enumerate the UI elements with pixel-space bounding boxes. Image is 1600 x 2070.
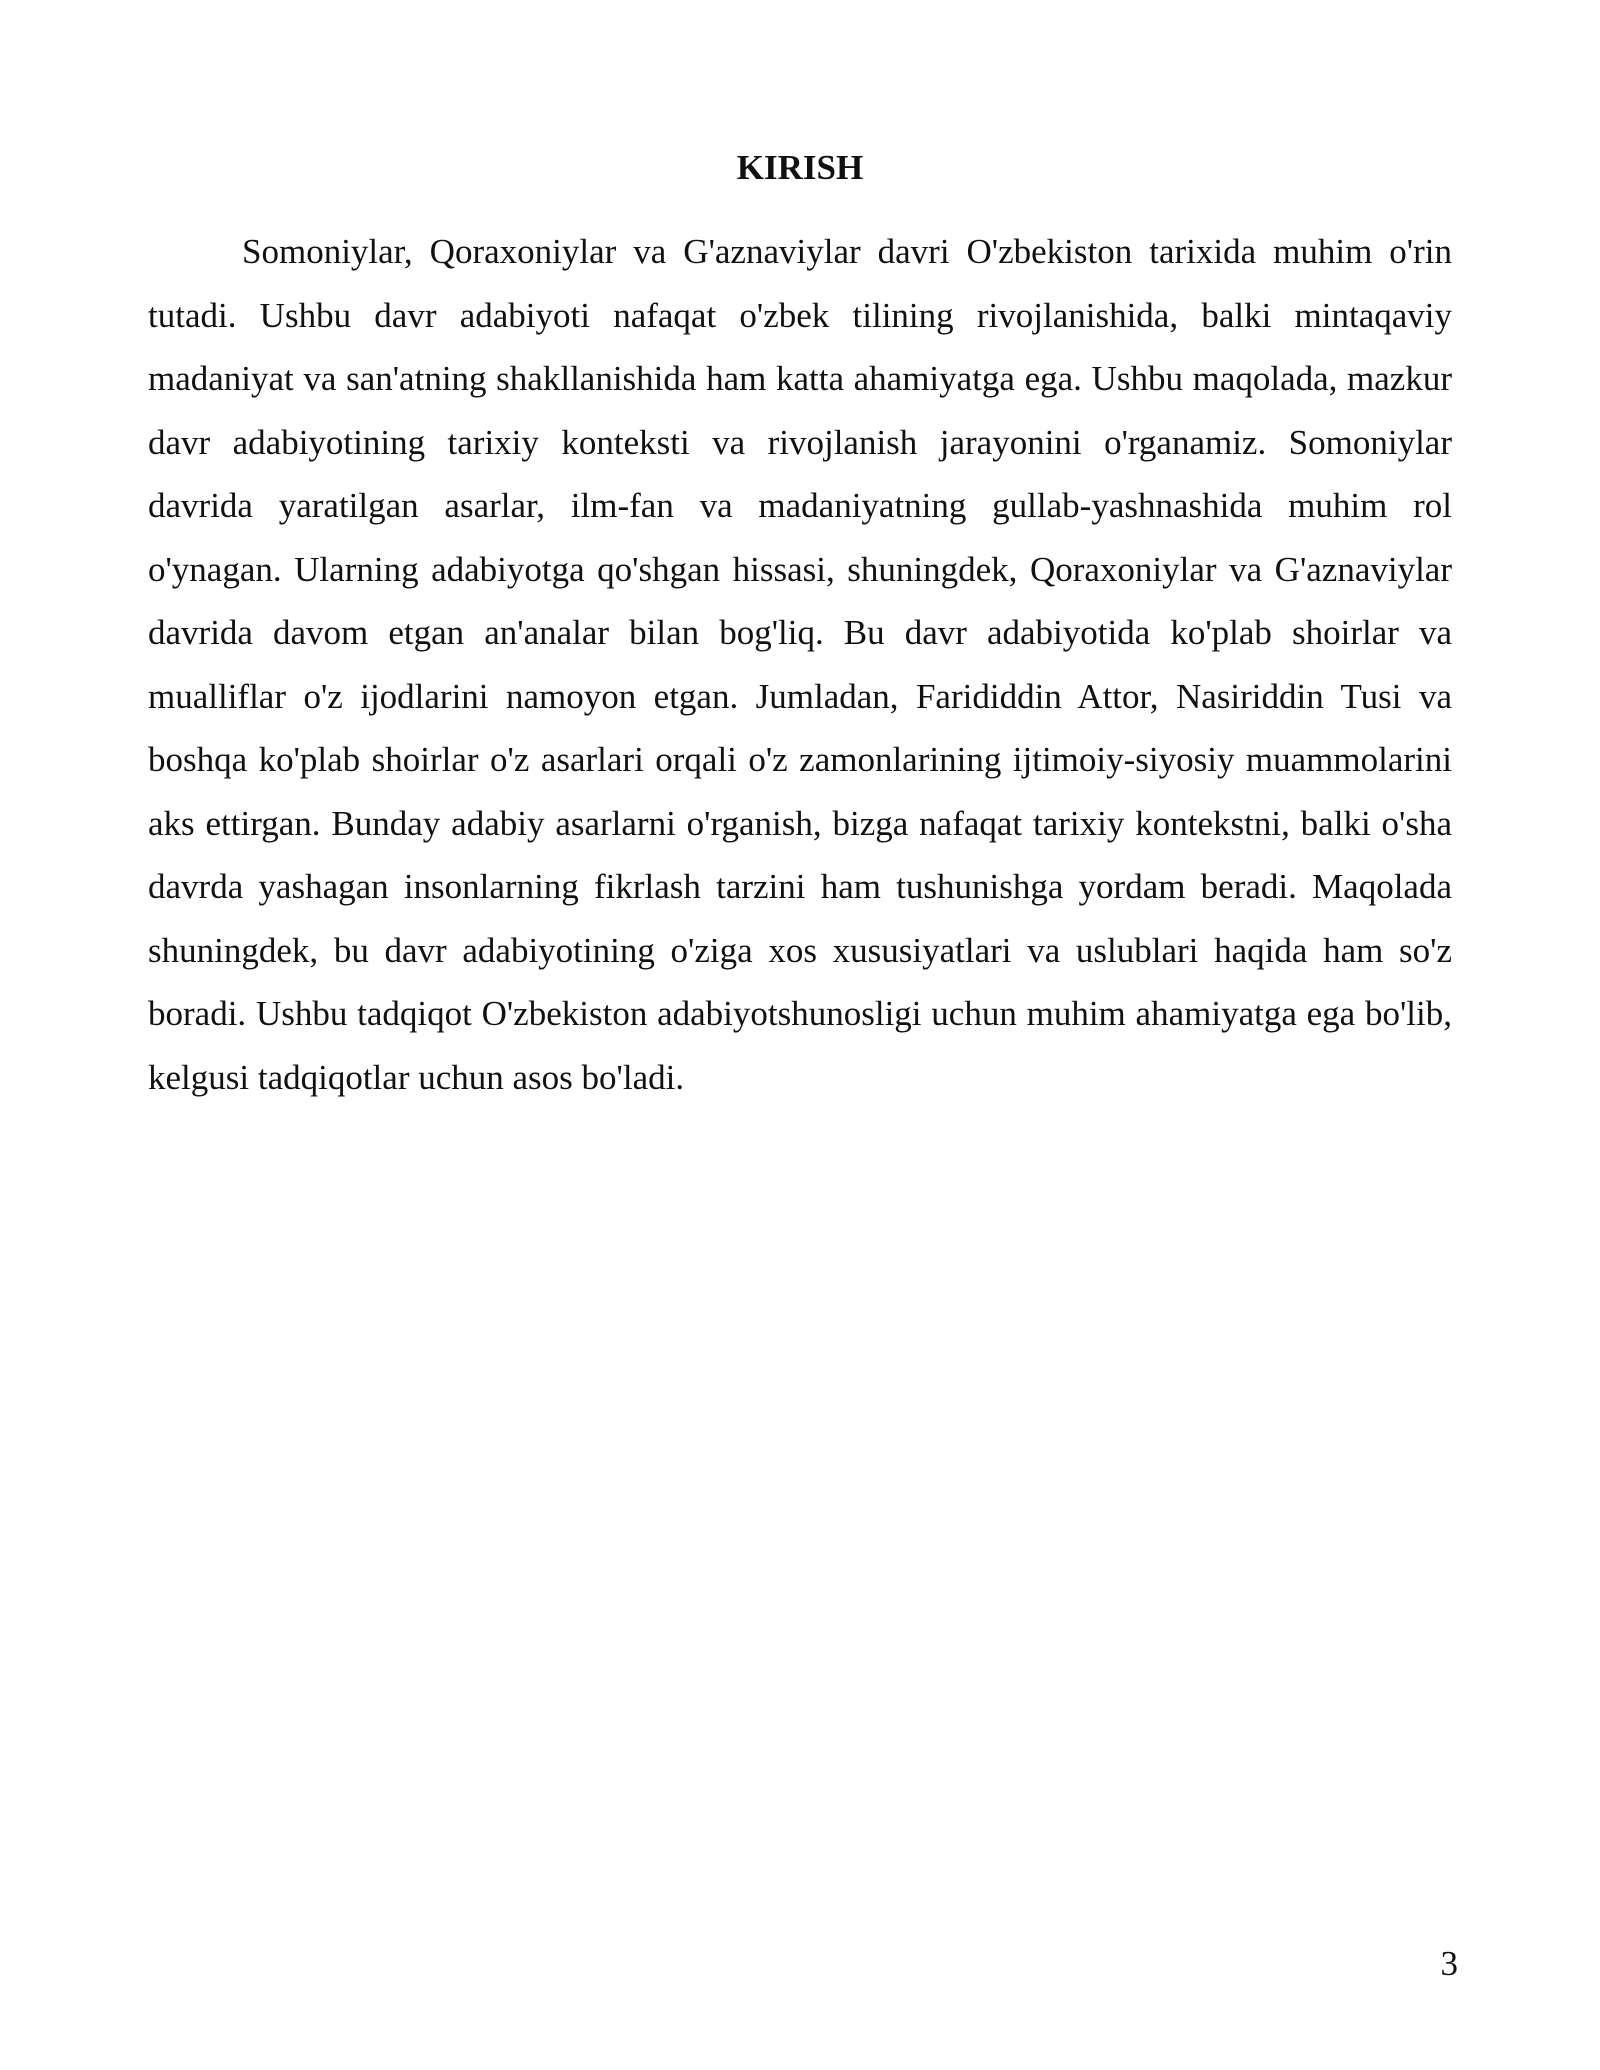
body-paragraph: Somoniylar, Qoraxoniylar va G'aznaviylar davri O'zbekiston tarixida muhim o'rin tutadi. Ushbu davr adabiyoti nafaqat o'zbek tilining rivojlanishida, balki mintaqaviy madaniyat va san'atning shakllanishida ham katta ahamiyatga ega. Ushbu maqolada, mazkur davr adabiyotining tarixiy konteksti va rivojlanish jarayonini o'rganamiz. Somoniylar davrida yaratilgan asarlar, ilm-fan va madaniyatning gullab-yashnashida muhim rol o'ynagan. Ularning adabiyotga qo'shgan hissasi, shuningdek, Qoraxoniylar va G'aznaviylar davrida davom etgan an'analar bilan bog'liq. Bu davr adabiyotida ko'plab shoirlar va mualliflar o'z ijodlarini namoyon etgan. Jumladan, Farididdin Attor, Nasiriddin Tusi va boshqa ko'plab shoirlar o'z asarlari orqali o'z zamonlarining ijtimoiy-siyosiy muammolarini aks ettirgan. Bunday adabiy asarlarni o'rganish, bizga nafaqat tarixiy kontekstni, balki o'sha davrda yashagan insonlarning fikrlash tarzini ham tushunishga yordam beradi. Maqolada shuningdek, bu davr adabiyotining o'ziga xos xususiyatlari va uslublari haqida ham so'z boradi. Ushbu tadqiqot O'zbekiston adabiyotshunosligi uchun muhim ahamiyatga ega bo'lib, kelgusi tadqiqotlar uchun asos bo'ladi. [148,232,1452,1097]
page-number: 3 [1440,1944,1458,1983]
section-heading: KIRISH [736,148,864,187]
